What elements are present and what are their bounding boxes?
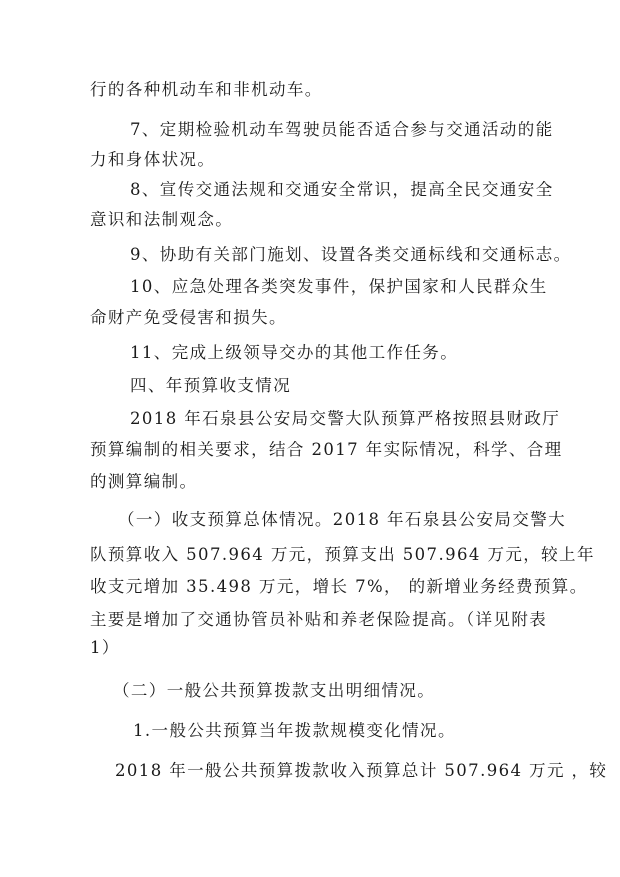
text-line: 意识和法制观念。	[90, 210, 234, 229]
text-line: 行的各种机动车和非机动车。	[90, 80, 323, 99]
list-item-7: 7、定期检验机动车驾驶员能否适合参与交通活动的能	[130, 120, 554, 139]
paragraph-line: 的测算编制。	[90, 472, 198, 491]
paragraph-line: 1）	[90, 638, 120, 657]
item-heading: 1.一般公共预算当年拨款规模变化情况。	[133, 721, 456, 740]
subsection-heading: （二）一般公共预算拨款支出明细情况。	[113, 681, 436, 700]
list-item-11: 11、完成上级领导交办的其他工作任务。	[130, 343, 459, 362]
list-item-8: 8、宣传交通法规和交通安全常识，提高全民交通安全	[130, 180, 554, 199]
paragraph-line: 收支元增加 35.498 万元，增长 7%， 的新增业务经费预算。	[90, 577, 588, 596]
paragraph-line: 预算编制的相关要求，结合 2017 年实际情况，科学、合理	[90, 440, 563, 459]
paragraph-line: 队预算收入 507.964 万元，预算支出 507.964 万元，较上年	[90, 545, 595, 564]
list-item-9: 9、协助有关部门施划、设置各类交通标线和交通标志。	[130, 245, 572, 264]
text-line: 命财产免受侵害和损失。	[90, 308, 287, 327]
subsection-line: （一）收支预算总体情况。2018 年石泉县公安局交警大	[118, 510, 567, 529]
list-item-10: 10、应急处理各类突发事件，保护国家和人民群众生	[130, 277, 548, 296]
paragraph-line: 主要是增加了交通协管员补贴和养老保险提高。（详见附表	[90, 610, 548, 629]
paragraph-line: 2018 年一般公共预算拨款收入预算总计 507.964 万元 ，较	[115, 761, 608, 780]
text-line: 力和身体状况。	[90, 150, 216, 169]
paragraph-line: 2018 年石泉县公安局交警大队预算严格按照县财政厅	[130, 409, 561, 428]
section-heading: 四、年预算收支情况	[130, 376, 292, 395]
